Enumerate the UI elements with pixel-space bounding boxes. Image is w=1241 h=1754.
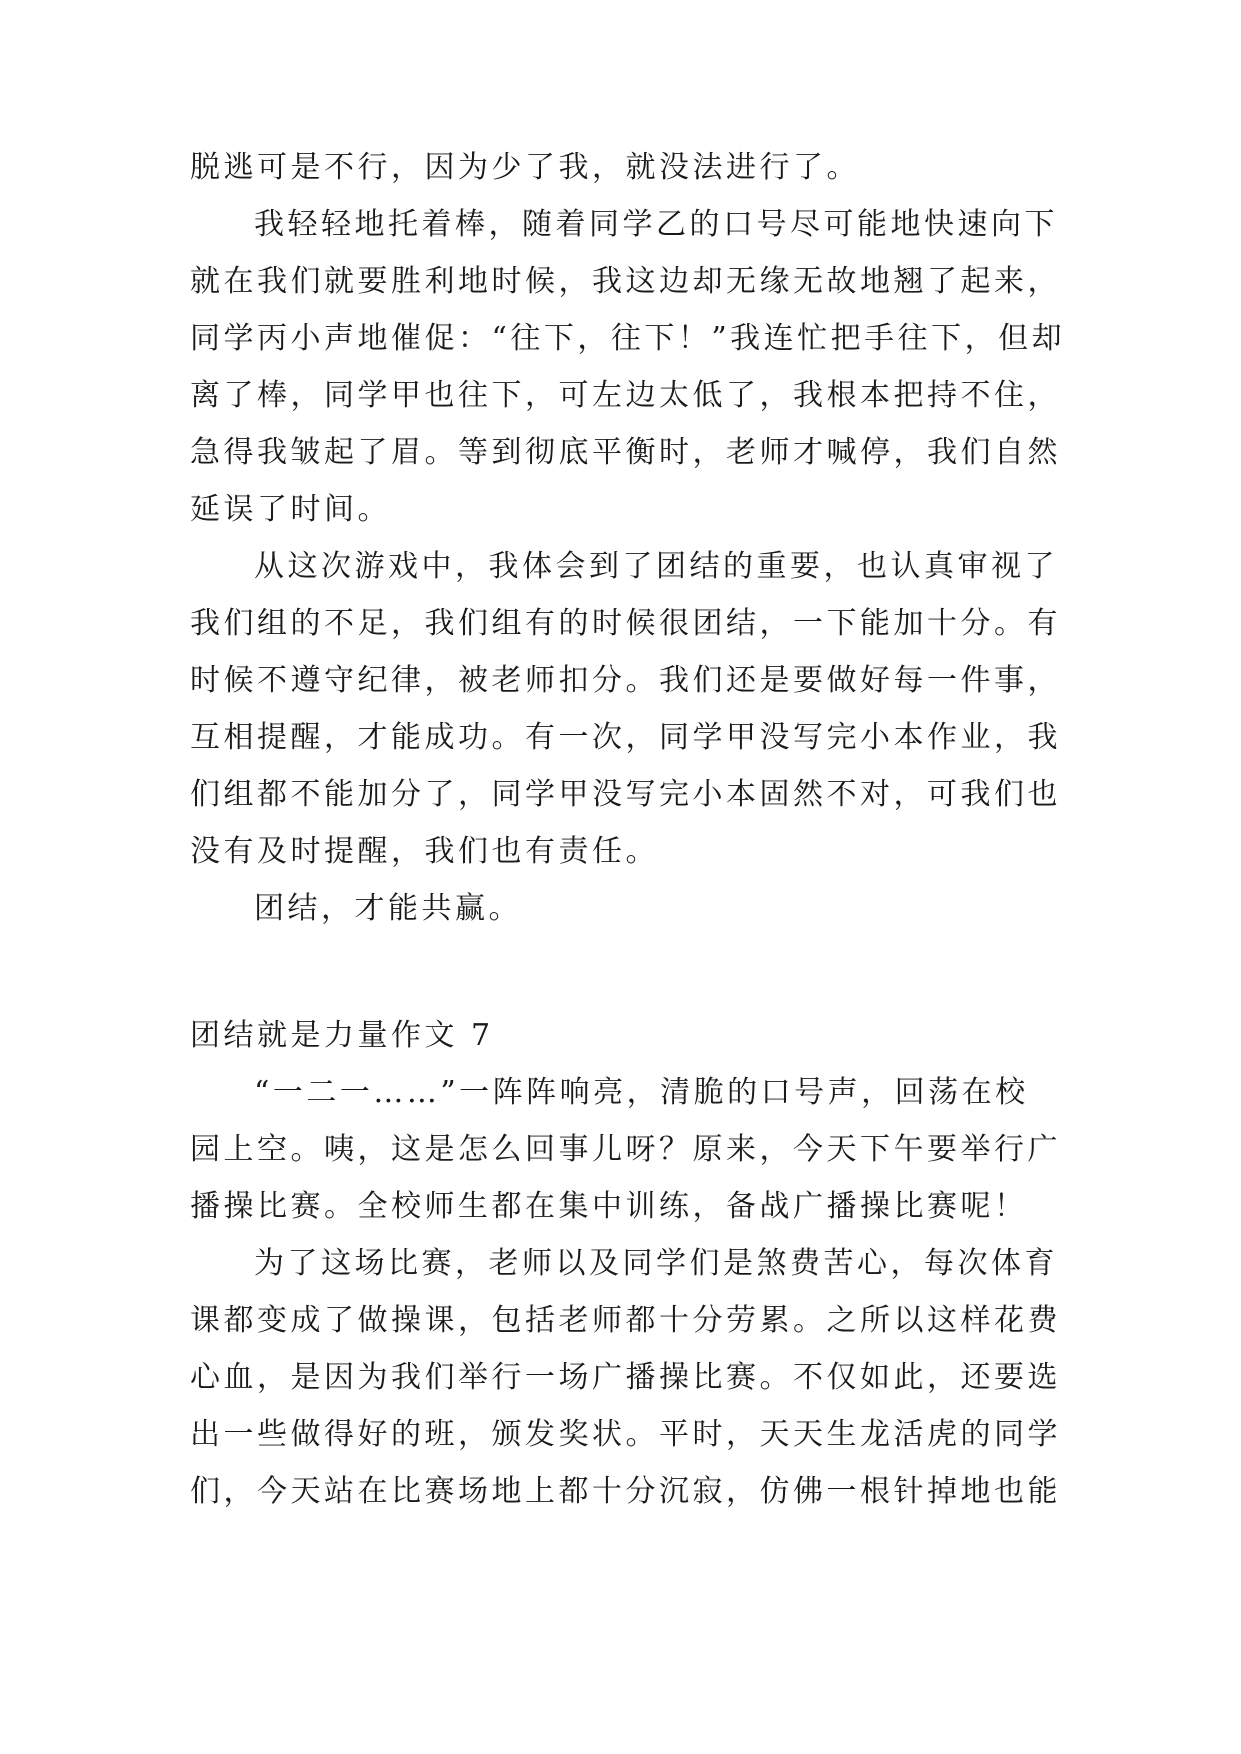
paragraph-start-line: 团结，才能共赢。 bbox=[254, 891, 522, 926]
text-line: 播操比赛。全校师生都在集中训练，备战广播操比赛呢！ bbox=[190, 1189, 1028, 1224]
text-line: 脱逃可是不行，因为少了我，就没法进行了。 bbox=[190, 150, 860, 185]
text-line: 时候不遵守纪律，被老师扣分。我们还是要做好每一件事， bbox=[190, 663, 1061, 698]
text-line: 们组都不能加分了，同学甲没写完小本固然不对，可我们也 bbox=[190, 777, 1061, 812]
text-line: 心血，是因为我们举行一场广播操比赛。不仅如此，还要选 bbox=[190, 1360, 1061, 1395]
text-line: 同学丙小声地催促：“往下，往下！”我连忙把手往下，但却 bbox=[190, 321, 1066, 356]
paragraph-start-line: 我轻轻地托着棒，随着同学乙的口号尽可能地快速向下 bbox=[254, 207, 1058, 242]
paragraph-start-line: 从这次游戏中，我体会到了团结的重要，也认真审视了 bbox=[254, 549, 1058, 584]
text-line: 急得我皱起了眉。等到彻底平衡时，老师才喊停，我们自然 bbox=[190, 435, 1061, 470]
paragraph-start-line: 为了这场比赛，老师以及同学们是煞费苦心，每次体育 bbox=[254, 1246, 1058, 1281]
text-line: 就在我们就要胜利地时候，我这边却无缘无故地翘了起来， bbox=[190, 264, 1061, 299]
section-heading: 团结就是力量作文 7 bbox=[190, 1018, 494, 1053]
paragraph-start-line: “一二一……”一阵阵响亮，清脆的口号声，回荡在校 bbox=[254, 1075, 1029, 1110]
text-line: 我们组的不足，我们组有的时候很团结，一下能加十分。有 bbox=[190, 606, 1061, 641]
text-line: 没有及时提醒，我们也有责任。 bbox=[190, 834, 659, 869]
text-line: 们，今天站在比赛场地上都十分沉寂，仿佛一根针掉地也能 bbox=[190, 1474, 1061, 1509]
text-line: 课都变成了做操课，包括老师都十分劳累。之所以这样花费 bbox=[190, 1303, 1061, 1338]
text-line: 离了棒，同学甲也往下，可左边太低了，我根本把持不住， bbox=[190, 378, 1061, 413]
text-line: 延误了时间。 bbox=[190, 492, 391, 527]
text-line: 园上空。咦，这是怎么回事儿呀？原来，今天下午要举行广 bbox=[190, 1132, 1061, 1167]
text-line: 出一些做得好的班，颁发奖状。平时，天天生龙活虎的同学 bbox=[190, 1417, 1061, 1452]
text-line: 互相提醒，才能成功。有一次，同学甲没写完小本作业，我 bbox=[190, 720, 1061, 755]
